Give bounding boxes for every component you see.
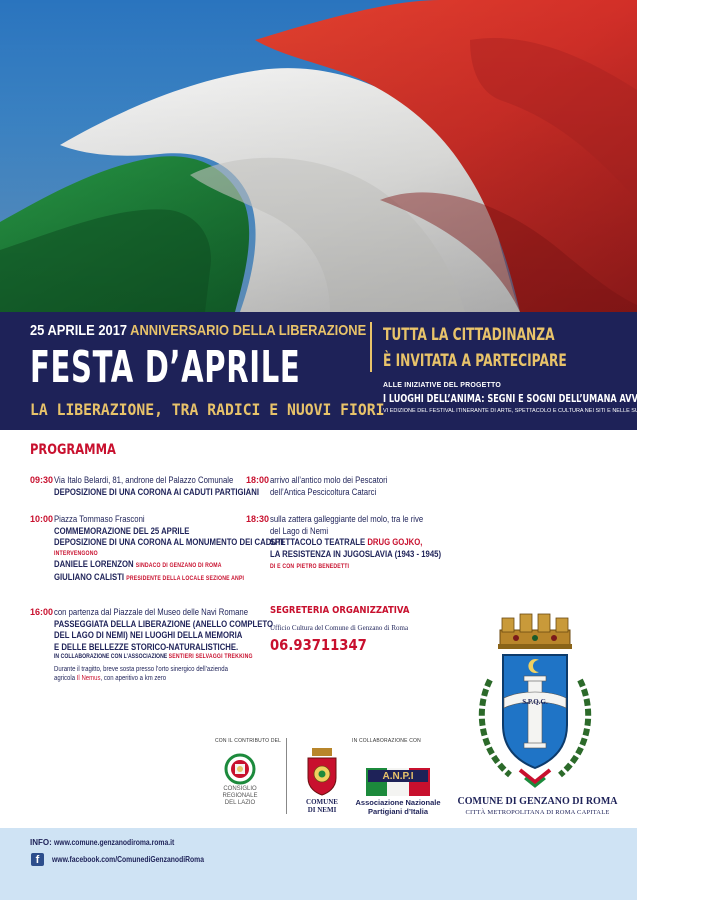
main-subtitle: LA LIBERAZIONE, TRA RADICI E NUOVI FIORI bbox=[30, 400, 385, 419]
credit-label: DI E CON bbox=[270, 564, 295, 570]
anpi-logo bbox=[366, 768, 430, 796]
logo-divider bbox=[286, 738, 287, 814]
info-label: INFO: bbox=[30, 838, 52, 847]
event-time: 16:00 bbox=[30, 607, 54, 617]
programme-heading: PROGRAMMA bbox=[30, 442, 116, 458]
farm-name: Il Nemus bbox=[76, 675, 101, 682]
shield-motto: S.P.Q.G. bbox=[522, 698, 548, 706]
title-divider bbox=[370, 322, 372, 372]
speakers-label: INTERVENGONO bbox=[54, 550, 98, 557]
event-description-3: E DELLE BELLEZZE STORICO-NATURALISTICHE. bbox=[54, 641, 239, 652]
regione-line-3: DEL LAZIO bbox=[224, 800, 256, 806]
collaboration-caption: IN COLLABORAZIONE CON bbox=[352, 738, 421, 744]
event-location: arrivo all’antico molo dei Pescatori bbox=[270, 475, 388, 485]
event-time: 18:00 bbox=[246, 475, 270, 485]
project-name: I LUOGHI DELL’ANIMA: SEGNI E SOGNI DELL’UMANA AVVENTURA bbox=[383, 392, 675, 405]
secretariat-office: Ufficio Cultura del Comune di Genzano di Roma bbox=[270, 624, 409, 632]
event-description: DEPOSIZIONE DI UNA CORONA AI CADUTI PARTIGIANI bbox=[54, 486, 259, 497]
regione-line-1: CONSIGLIO bbox=[223, 786, 257, 792]
invitation-line-2: È INVITATA A PARTECIPARE bbox=[383, 351, 567, 371]
event-description: COMMEMORAZIONE DEL 25 APRILE bbox=[54, 525, 190, 536]
project-note: VI EDIZIONE DEL FESTIVAL ITINERANTE DI ARTE, SPETTACOLO E CULTURA NEI SITI E NELLE SUGGESTIONI DELLA MEMORIA bbox=[383, 408, 716, 414]
website-link[interactable]: www.comune.genzanodiroma.roma.it bbox=[54, 838, 175, 847]
event-note-suffix: , con aperitivo a km zero bbox=[100, 675, 167, 682]
event-time: 09:30 bbox=[30, 475, 54, 485]
comune-nemi-text bbox=[300, 798, 344, 814]
event-location: sulla zattera galleggiante del molo, tra le rive bbox=[270, 514, 424, 524]
website-row bbox=[30, 838, 196, 847]
project-intro: ALLE INIZIATIVE DEL PROGETTO bbox=[383, 382, 501, 389]
nemi-line-2: DI NEMI bbox=[307, 806, 337, 814]
event-location: Via Italo Belardi, 81, androne del Palazzo Comunale bbox=[54, 475, 234, 485]
italian-flag-illustration bbox=[0, 0, 637, 312]
contribution-caption: CON IL CONTRIBUTO DEL bbox=[215, 738, 282, 744]
credit-name: PIETRO BENEDETTI bbox=[296, 564, 350, 570]
event-time: 18:30 bbox=[246, 514, 270, 524]
genzano-coat-of-arms bbox=[470, 610, 600, 794]
anpi-line-1: Associazione Nazionale bbox=[355, 798, 441, 807]
secretariat-heading: SEGRETERIA ORGANIZZATIVA bbox=[270, 605, 410, 616]
facebook-row bbox=[52, 855, 231, 864]
anpi-mark: A.N.P.I bbox=[382, 771, 414, 782]
crown-icon bbox=[498, 614, 572, 649]
event-description-2: DEPOSIZIONE DI UNA CORONA AL MONUMENTO DEI CADUTI bbox=[54, 537, 284, 547]
event-location-2: del Lago di Nemi bbox=[270, 525, 329, 536]
speaker-name: GIULIANO CALISTI bbox=[54, 572, 125, 582]
speaker-name: DANIELE LORENZON bbox=[54, 558, 134, 569]
facebook-icon[interactable]: f bbox=[31, 853, 44, 866]
flag-hero-image bbox=[0, 0, 637, 312]
anpi-line-2: Partigiani d’Italia bbox=[367, 807, 428, 816]
event-note-prefix: agricola bbox=[54, 675, 76, 682]
collaboration-label: IN COLLABORAZIONE CON L’ASSOCIAZIONE bbox=[54, 654, 168, 660]
event-location: Piazza Tommaso Frasconi bbox=[54, 514, 145, 524]
facebook-link[interactable]: www.facebook.com/ComunediGenzanodiRoma bbox=[52, 855, 205, 864]
event-location-2: dell’Antica Pescicoltura Catarci bbox=[270, 486, 377, 497]
anpi-text bbox=[342, 798, 454, 816]
invitation-text bbox=[383, 322, 567, 374]
title-band bbox=[0, 312, 716, 430]
regione-lazio-logo bbox=[218, 752, 262, 786]
event-location: con partenza dal Piazzale del Museo delle Navi Romane bbox=[54, 607, 249, 617]
regione-lazio-text bbox=[207, 786, 273, 807]
main-title: FESTA D’APRILE bbox=[30, 342, 301, 393]
event-note: Durante il tragitto, breve sosta presso l’orto sinergico dell’azienda bbox=[54, 666, 229, 673]
comune-nemi-logo bbox=[304, 746, 340, 796]
event-description: SPETTACOLO TEATRALE bbox=[270, 537, 366, 547]
event-time: 10:00 bbox=[30, 514, 54, 524]
secretariat-phone[interactable]: 06.93711347 bbox=[270, 636, 367, 654]
event-description-2: LA RESISTENZA IN JUGOSLAVIA (1943 - 1945) bbox=[270, 548, 442, 559]
event-description-2: DEL LAGO DI NEMI) NEI LUOGHI DELLA MEMORIA bbox=[54, 630, 243, 640]
speaker-role: PRESIDENTE DELLA LOCALE SEZIONE ANPI bbox=[126, 576, 245, 582]
collaboration-partner: SENTIERI SELVAGGI TREKKING bbox=[168, 654, 253, 660]
nemi-line-1: COMUNE bbox=[306, 798, 338, 806]
date-line bbox=[30, 322, 366, 339]
anniversary-label: ANNIVERSARIO DELLA LIBERAZIONE bbox=[130, 322, 367, 339]
theatre-company: DRUG GOJKO, bbox=[367, 537, 423, 547]
comune-subtitle: CITTÀ METROPOLITANA DI ROMA CAPITALE bbox=[465, 809, 610, 816]
comune-name: COMUNE DI GENZANO DI ROMA bbox=[457, 796, 618, 807]
invitation-line-1: TUTTA LA CITTADINANZA bbox=[383, 325, 555, 345]
speaker-role: SINDACO DI GENZANO DI ROMA bbox=[135, 562, 222, 569]
event-date: 25 APRILE 2017 bbox=[30, 322, 128, 339]
regione-line-2: REGIONALE bbox=[222, 793, 258, 799]
event-description: PASSEGGIATA DELLA LIBERAZIONE (ANELLO COMPLETO bbox=[54, 618, 274, 629]
